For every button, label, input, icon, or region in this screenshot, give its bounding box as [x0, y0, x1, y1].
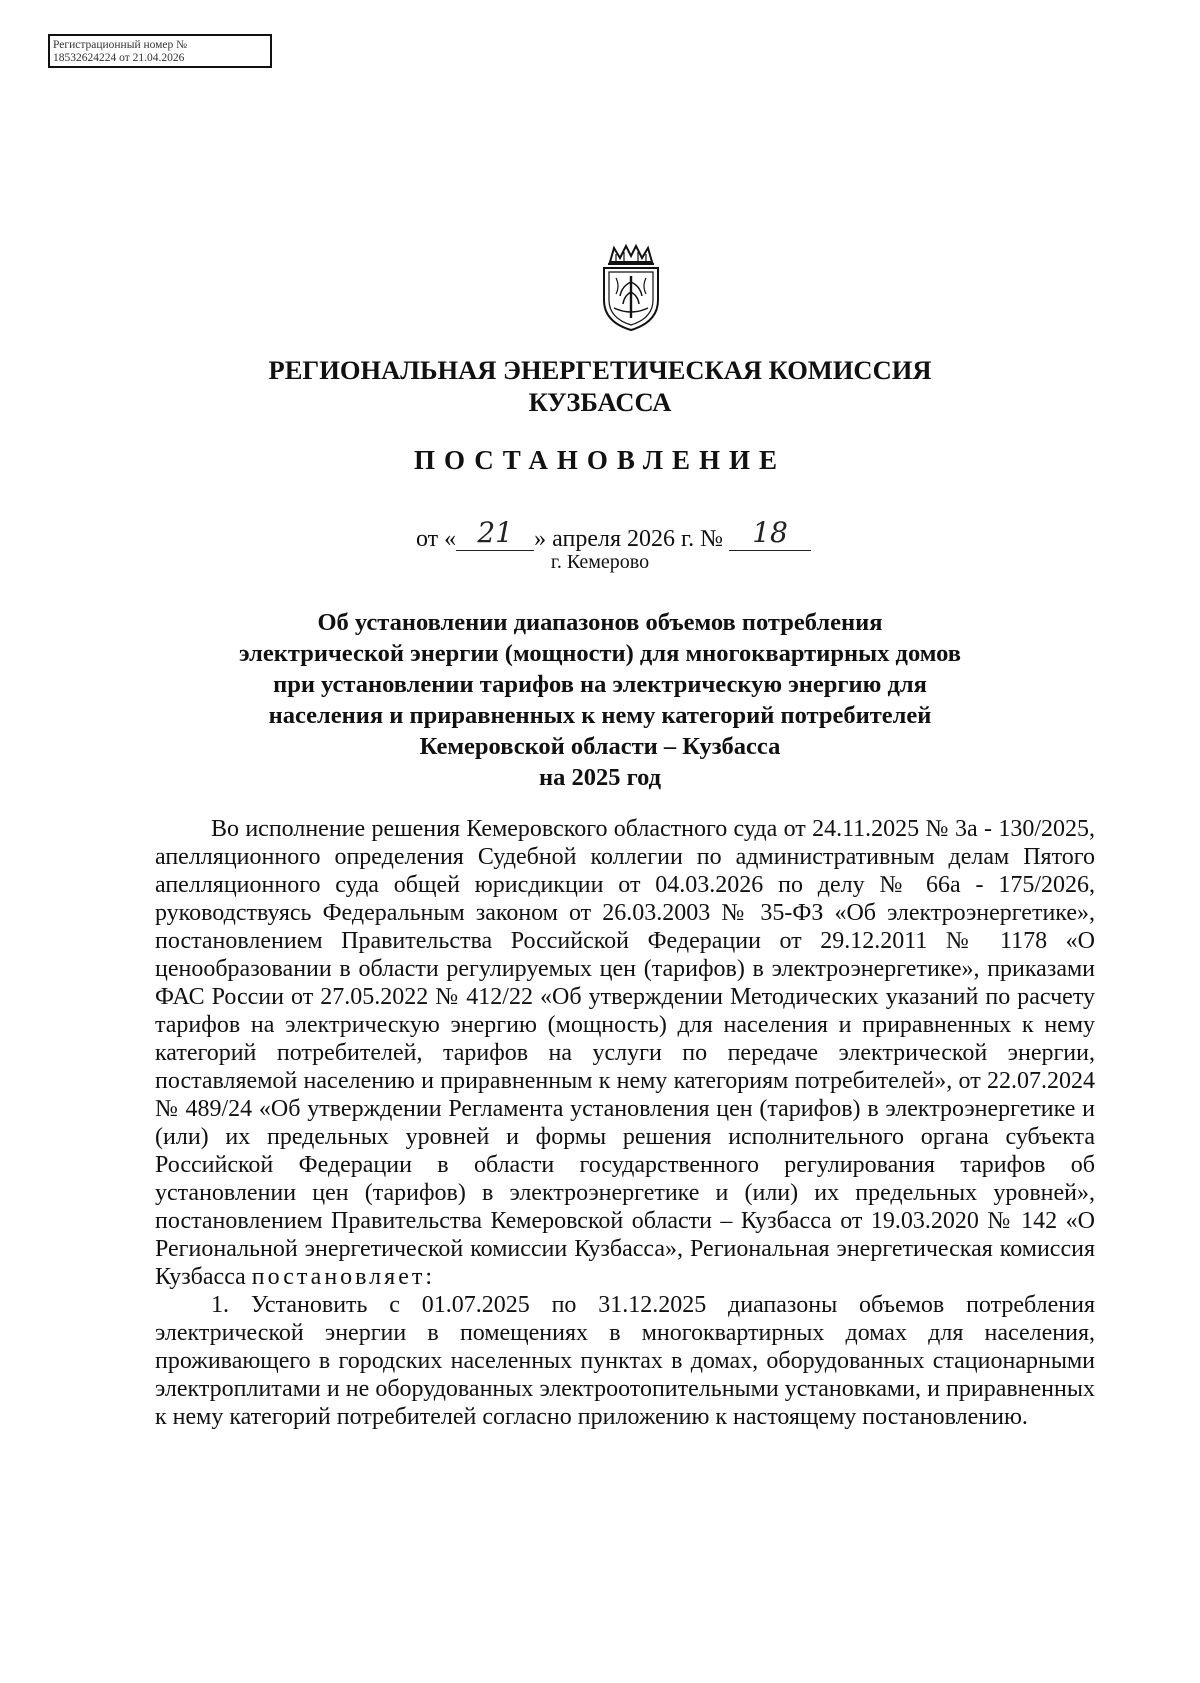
registration-stamp	[48, 34, 272, 68]
org-line-2: КУЗБАССА	[528, 387, 672, 417]
title-line: Об установлении диапазонов объемов потребления	[317, 609, 883, 636]
city: г. Кемерово	[550, 551, 650, 573]
title-line: Кемеровской области – Кузбасса	[419, 733, 781, 760]
date-line	[416, 516, 811, 553]
handwritten-number: 18	[729, 520, 811, 553]
date-month-year: » апреля 2026 г. №	[534, 526, 724, 552]
title-line: на 2025 год	[538, 764, 662, 791]
paragraph-item-1: 1. Установить с 01.07.2025 по 31.12.2025 диапазоны объемов потребления электрической энергии в помещениях в многоквартирных домах для населения, проживающего в городских населенных пунктах в домах, оборудованных стационарными электроплитами и не оборудованных электроотопительными установками, и приравненных к нему категорий потребителей согласно приложению к настоящему постановлению.	[155, 1292, 1095, 1430]
organization-name	[0, 354, 1200, 418]
date-prefix: от «	[416, 526, 457, 552]
document-type: ПОСТАНОВЛЕНИЕ	[413, 445, 787, 475]
title-line: электрической энергии (мощности) для многоквартирных домов	[239, 640, 961, 667]
title-line: при установлении тарифов на электрическую энергию для	[273, 671, 927, 698]
title-line: населения и приравненных к нему категорий потребителей	[268, 702, 932, 729]
stamp-line-2: 18532624224 от 21.04.2026	[53, 52, 185, 64]
document-body	[155, 815, 1095, 1431]
preamble-text: Во исполнение решения Кемеровского областного суда от 24.11.2025 № 3а - 130/2025, апелляционного определения Судебной коллегии по административным делам Пятого апелляционного суда общей юрисдикции от 04.03.2026 по делу № 66а - 175/2026, руководствуясь Федеральным законом от 26.03.2003 № 35-ФЗ «Об электроэнергетике», постановлением Правительства Российской Федерации от 29.12.2011 № 1178 «О ценообразовании в области регулируемых цен (тарифов) в электроэнергетике», приказами ФАС России от 27.05.2022 № 412/22 «Об утверждении Методических указаний по расчету тарифов на электрическую энергию (мощность) для населения и приравненных к нему категорий потребителей, тарифов на услуги по передаче электрической энергии, поставляемой населению и приравненным к нему категориям потребителей», от 22.07.2024 № 489/24 «Об утверждении Регламента установления цен (тарифов) в электроэнергетике и (или) их предельных уровней и формы решения исполнительного органа субъекта Российской Федерации в области государственного регулирования тарифов об установлении цен (тарифов) в электроэнергетике и (или) их предельных уровней», постановлением Правительства Кемеровской области – Кузбасса от 19.03.2020 № 142 «О Региональной энергетической комиссии Кузбасса», Региональная энергетическая комиссия Кузбасса	[155, 816, 1095, 1290]
stamp-line-1: Регистрационный номер №	[53, 39, 188, 51]
handwritten-day: 21	[456, 520, 534, 553]
org-line-1: РЕГИОНАЛЬНАЯ ЭНЕРГЕТИЧЕСКАЯ КОМИССИЯ	[268, 355, 932, 385]
document-title	[0, 607, 1200, 793]
paragraph-preamble	[155, 815, 1095, 1291]
action-word: постановляет:	[251, 1264, 436, 1290]
coat-of-arms-icon	[592, 242, 670, 334]
